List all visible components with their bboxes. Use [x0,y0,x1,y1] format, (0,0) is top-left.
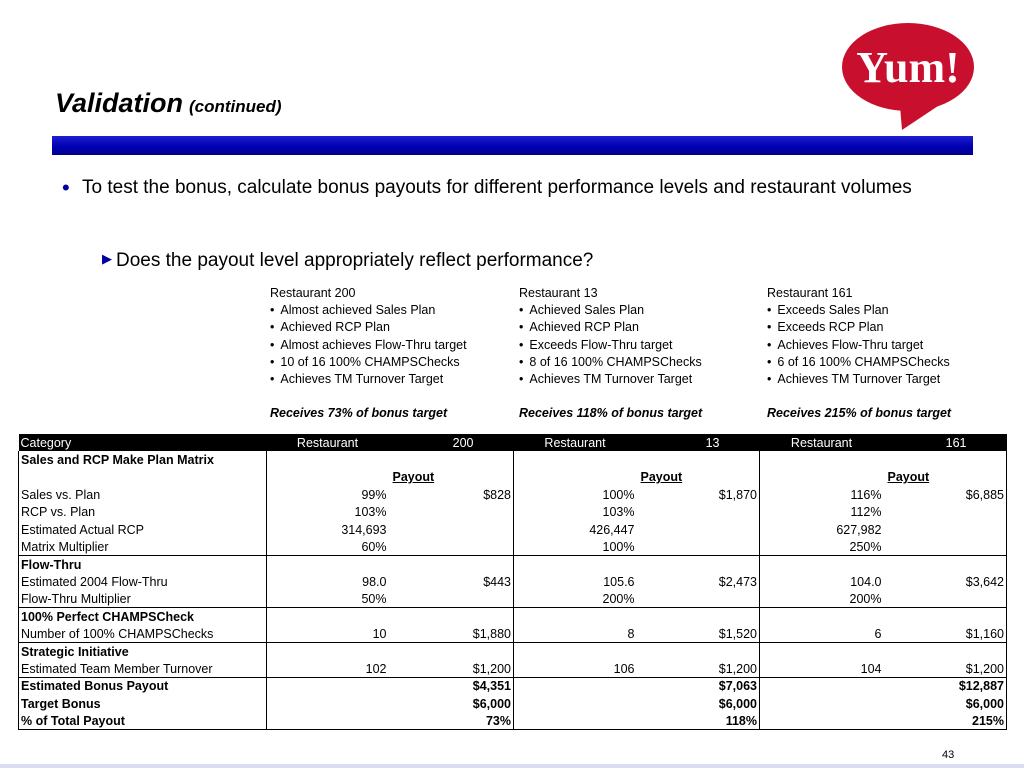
section-label: 100% Perfect CHAMPSCheck [19,608,267,625]
table-row [19,556,1007,573]
bullet-main [62,174,942,201]
section-label: Strategic Initiative [19,643,267,660]
cell-value: 8 [627,626,635,641]
row-label: RCP vs. Plan [19,504,267,521]
cell-payout: $1,880 [389,625,514,642]
row-label: Target Bonus [19,695,267,712]
row-label: Matrix Multiplier [19,538,267,555]
cell-value: 6 [874,626,882,641]
row-label: % of Total Payout [19,712,267,729]
slide-title-main: Validation [55,88,184,118]
cell-value: 102 [365,661,387,676]
cell-total: $6,000 [389,695,514,712]
table-row [19,695,1007,712]
cell-payout: $1,520 [637,625,760,642]
cell-value: 116% [850,487,882,502]
cell-payout: $1,200 [389,660,514,677]
cell-value: 426,447 [589,522,635,537]
yum-logo [838,20,978,132]
restaurant-heading: Restaurant 200 [270,286,356,300]
payout-label: Payout [389,469,514,486]
table-row [19,504,1007,521]
cell-value: 105.6 [603,574,635,589]
cell-value: 106 [613,661,635,676]
receives-note: Receives 73% of bonus target [270,406,448,421]
cell-total: 215% [884,712,1007,729]
list-item: • Achieves TM Turnover Target [519,371,759,388]
cell-value: 627,982 [836,522,882,537]
cell-value: 103% [602,505,635,520]
receives-note: Receives 118% of bonus target [519,406,703,421]
page-number: 43 [942,749,955,761]
cell-payout: $6,885 [884,486,1007,503]
cell-value: 100% [602,539,635,554]
row-label: Estimated Team Member Turnover [19,660,267,677]
list-item: • 8 of 16 100% CHAMPSChecks [519,354,759,371]
list-item: • Achieved RCP Plan [270,319,510,336]
cell-value: 200% [602,591,635,606]
triangle-right-icon: ▶ [102,251,112,266]
logo-text: Yum! [856,43,960,92]
list-item: • 10 of 16 100% CHAMPSChecks [270,354,510,371]
list-item: • Exceeds Sales Plan [767,302,1007,319]
cell-value: 314,693 [341,522,387,537]
cell-total: $12,887 [884,677,1007,694]
table-row [19,486,1007,503]
table-row [19,469,1007,486]
cell-value: 50% [361,591,387,606]
list-item: • Achieves TM Turnover Target [767,371,1007,388]
table-row [19,591,1007,608]
row-label: Estimated 2004 Flow-Thru [19,573,267,590]
cell-value: 103% [354,505,387,520]
cell-value: 60% [361,539,387,554]
cell-payout: $2,473 [637,573,760,590]
restaurant-heading: Restaurant 161 [767,286,853,300]
section-label: Sales and RCP Make Plan Matrix [19,451,267,468]
title-rule [52,136,973,155]
list-item: • Achieved RCP Plan [519,319,759,336]
list-item: • Almost achieves Flow-Thru target [270,337,510,354]
row-label: Flow-Thru Multiplier [19,591,267,608]
cell-payout: $1,870 [637,486,760,503]
list-item: • Almost achieved Sales Plan [270,302,510,319]
footer-line [0,764,1024,768]
list-item: • 6 of 16 100% CHAMPSChecks [767,354,1007,371]
table-row [19,521,1007,538]
list-item: • Achieves TM Turnover Target [270,371,510,388]
cell-payout: $1,160 [884,625,1007,642]
cell-total: $4,351 [389,677,514,694]
slide-title [55,88,282,119]
cell-value: 200% [849,591,882,606]
row-label: Sales vs. Plan [19,486,267,503]
cell-payout: $3,642 [884,573,1007,590]
row-label: Estimated Actual RCP [19,521,267,538]
cell-payout: $1,200 [884,660,1007,677]
bullet-dot-icon: • [62,175,70,200]
cell-total: $6,000 [637,695,760,712]
table-row [19,660,1007,677]
cell-value: 112% [850,505,882,520]
restaurant-heading: Restaurant 13 [519,286,598,300]
bonus-matrix-table [18,434,1007,730]
cell-value: 104.0 [850,574,882,589]
header-id: 200 [389,434,514,451]
restaurant-13-summary [519,285,759,422]
cell-value: 104 [860,661,882,676]
table-row [19,573,1007,590]
cell-payout: $443 [389,573,514,590]
row-label: Number of 100% CHAMPSChecks [19,625,267,642]
cell-total: $7,063 [637,677,760,694]
receives-note: Receives 215% of bonus target [767,406,952,421]
cell-value: 98.0 [362,574,387,589]
table-row [19,677,1007,694]
cell-total: 73% [389,712,514,729]
payout-label: Payout [637,469,760,486]
bullet-sub [102,248,593,275]
payout-label: Payout [884,469,1007,486]
bullet-sub-text: Does the payout level appropriately reflect performance? [116,250,594,271]
table-row [19,538,1007,555]
cell-value: 10 [372,626,387,641]
section-label: Flow-Thru [19,556,267,573]
restaurant-161-summary [767,285,1007,422]
table-row [19,643,1007,660]
header-restaurant: Restaurant [760,434,884,451]
table-row [19,608,1007,625]
header-id: 13 [637,434,760,451]
list-item: • Achieves Flow-Thru target [767,337,1007,354]
table-row [19,451,1007,468]
list-item: • Exceeds RCP Plan [767,319,1007,336]
cell-payout: $1,200 [637,660,760,677]
header-restaurant: Restaurant [267,434,389,451]
cell-payout: $828 [389,486,514,503]
cell-value: 99% [361,487,387,502]
cell-value: 250% [849,539,882,554]
table-header-row [19,434,1007,451]
cell-total: $6,000 [884,695,1007,712]
restaurant-200-summary [270,285,510,422]
bullet-main-text: To test the bonus, calculate bonus payouts for different performance levels and restaurant volumes [82,177,912,198]
table-row [19,625,1007,642]
slide-title-sub: (continued) [189,97,282,116]
table-row [19,712,1007,729]
list-item: • Achieved Sales Plan [519,302,759,319]
cell-value: 100% [602,487,635,502]
header-restaurant: Restaurant [514,434,637,451]
header-id: 161 [884,434,1007,451]
header-category: Category [19,434,267,451]
list-item: • Exceeds Flow-Thru target [519,337,759,354]
row-label: Estimated Bonus Payout [19,677,267,694]
cell-total: 118% [637,712,760,729]
